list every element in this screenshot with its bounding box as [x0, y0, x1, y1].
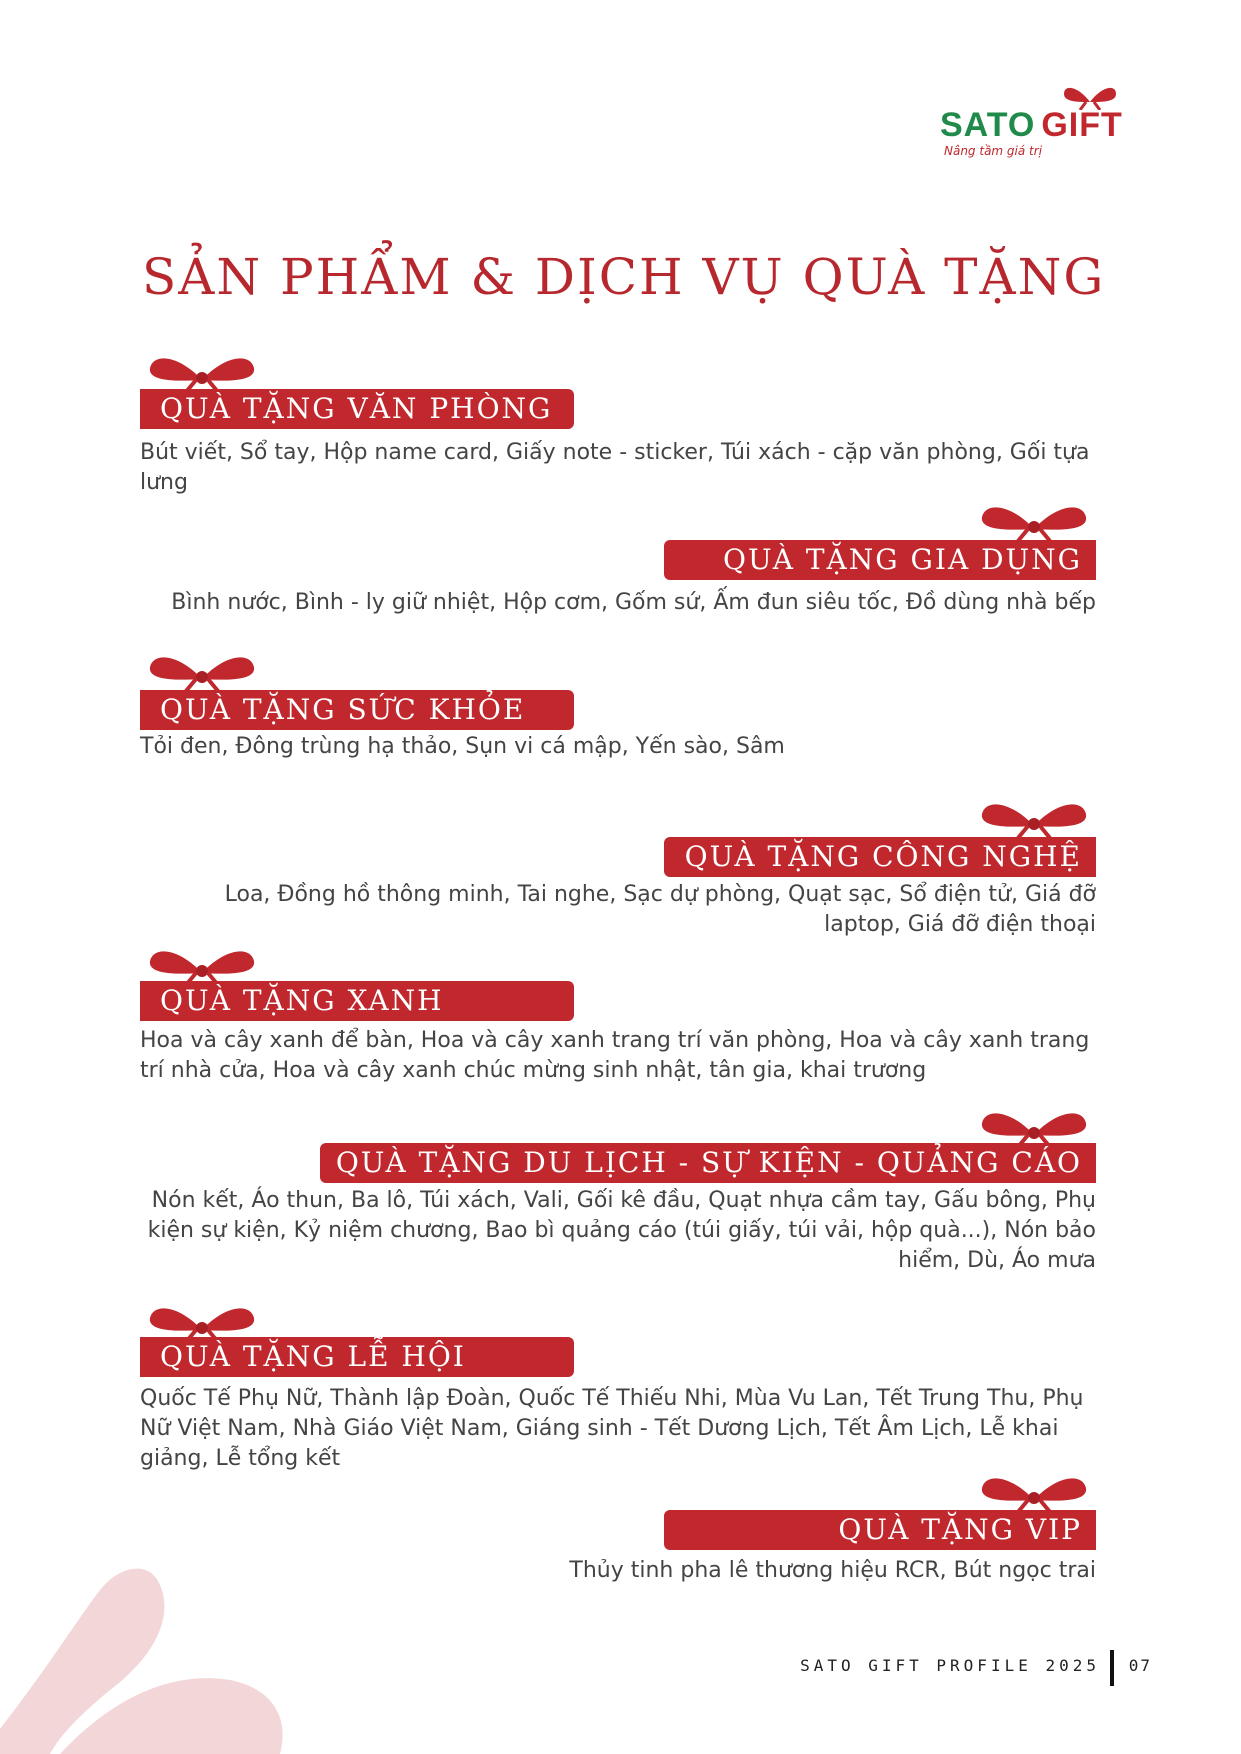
section-description: Quốc Tế Phụ Nữ, Thành lập Đoàn, Quốc Tế Thiếu Nhi, Mùa Vu Lan, Tết Trung Thu, Phụ Nữ Việt Nam, Nhà Giáo Việt Nam, Giáng sinh - Tết Dương Lịch, Tết Âm Lịch, Lễ khai giảng, Lễ tổng kết	[140, 1386, 1084, 1471]
section-description: Nón kết, Áo thun, Ba lô, Túi xách, Vali, Gối kê đầu, Quạt nhựa cầm tay, Gấu bông, Phụ kiện sự kiện, Kỷ niệm chương, Bao bì quảng cáo (túi giấy, túi vải, hộp quà...), Nón bảo hiểm, Dù, Áo mưa	[147, 1188, 1096, 1273]
section-title-banner: QUÀ TẶNG DU LỊCH - SỰ KIỆN - QUẢNG CÁO	[320, 1143, 1096, 1183]
section-title-banner: QUÀ TẶNG VĂN PHÒNG	[140, 389, 574, 429]
section-title-banner: QUÀ TẶNG XANH	[140, 981, 574, 1021]
section-title-banner: QUÀ TẶNG VIP	[664, 1510, 1096, 1550]
logo-tagline: Nâng tầm giá trị	[944, 144, 1043, 158]
logo-text-sato: SATO	[940, 106, 1036, 144]
section-title-banner: QUÀ TẶNG CÔNG NGHỆ	[664, 837, 1096, 877]
page-title: SẢN PHẨM & DỊCH VỤ QUÀ TẶNG	[142, 248, 1106, 306]
section-title-banner: QUÀ TẶNG SỨC KHỎE	[140, 690, 574, 730]
ribbon-bow-icon	[140, 943, 264, 985]
ribbon-bow-icon	[140, 350, 264, 392]
section-description: Bình nước, Bình - ly giữ nhiệt, Hộp cơm, Gốm sứ, Ấm đun siêu tốc, Đồ dùng nhà bếp	[171, 590, 1096, 615]
ribbon-bow-icon	[972, 1470, 1096, 1512]
page-footer	[800, 1650, 1160, 1686]
ribbon-bow-icon	[140, 649, 264, 691]
logo-text-gift: GIFT	[1041, 106, 1123, 144]
section-title-banner: QUÀ TẶNG LỄ HỘI	[140, 1337, 574, 1377]
section-description: Bút viết, Sổ tay, Hộp name card, Giấy note - sticker, Túi xách - cặp văn phòng, Gối tựa lưng	[140, 440, 1090, 495]
footer-divider	[1110, 1650, 1114, 1686]
decorative-ribbon-graphic	[0, 1530, 300, 1754]
ribbon-bow-icon	[972, 1105, 1096, 1147]
section-title-banner: QUÀ TẶNG GIA DỤNG	[664, 540, 1096, 580]
section-description: Loa, Đồng hồ thông minh, Tai nghe, Sạc dự phòng, Quạt sạc, Sổ điện tử, Giá đỡ laptop, Giá đỡ điện thoại	[224, 882, 1096, 937]
ribbon-bow-icon	[972, 796, 1096, 838]
ribbon-bow-icon	[140, 1300, 264, 1342]
ribbon-bow-icon	[972, 499, 1096, 541]
section-description: Thủy tinh pha lê thương hiệu RCR, Bút ngọc trai	[569, 1558, 1096, 1583]
section-description: Hoa và cây xanh để bàn, Hoa và cây xanh trang trí văn phòng, Hoa và cây xanh trang trí nhà cửa, Hoa và cây xanh chúc mừng sinh nhật, tân gia, khai trương	[140, 1028, 1090, 1083]
footer-label: SATO GIFT PROFILE 2025	[800, 1656, 1100, 1675]
section-description: Tỏi đen, Đông trùng hạ thảo, Sụn vi cá mập, Yến sào, Sâm	[140, 734, 785, 759]
page-number: 07	[1128, 1656, 1152, 1675]
brand-logo	[940, 78, 1150, 158]
